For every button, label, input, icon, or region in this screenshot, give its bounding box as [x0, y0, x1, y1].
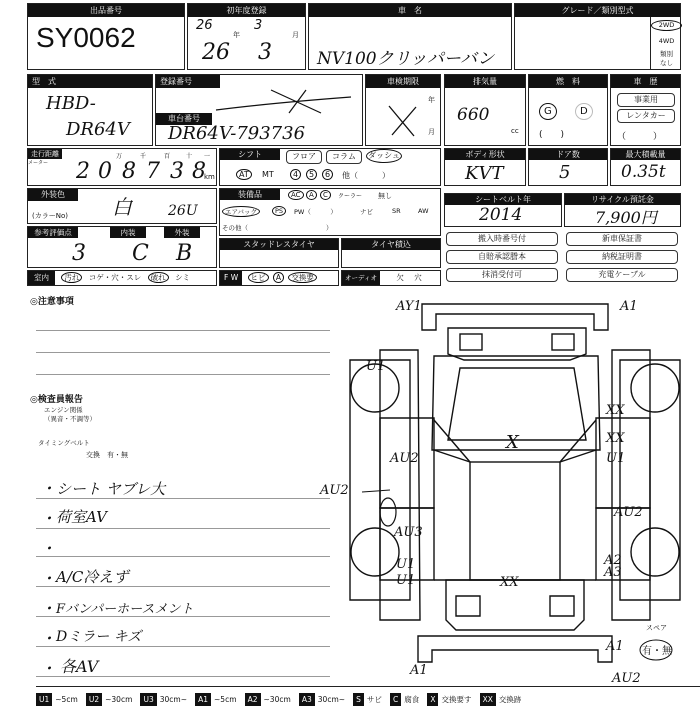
caution-line-3: [36, 374, 330, 375]
seatbelt-year: 2014: [479, 205, 523, 225]
mark-rear-center: XX: [500, 575, 519, 590]
legend-code-u3: U3: [140, 693, 156, 706]
note-5: Fバンパーホースメント: [56, 602, 194, 617]
doc-tax: 納税証明書: [566, 250, 678, 264]
car-damage-diagram: [320, 290, 690, 690]
mileage-digit-4: 7: [146, 159, 160, 184]
legend-text-u3: 30cm~: [159, 695, 188, 704]
mark-left-slide: AU3: [394, 525, 423, 540]
note-7: 各AV: [60, 657, 99, 676]
unit-sen: 千: [140, 153, 147, 160]
history-rental: レンタカー: [617, 109, 675, 123]
doc-cancel: 抹消受付可: [446, 268, 558, 282]
displacement-label: 排気量: [445, 75, 525, 88]
meter-label: メーター: [28, 160, 49, 166]
seatbelt-box: [444, 193, 562, 227]
cond-dirt: 汚れ: [61, 272, 82, 283]
trans-5: 5: [306, 169, 317, 180]
interior-value: C: [132, 241, 149, 266]
inspection-strike-mark: [384, 101, 424, 141]
history-other: （ ）: [617, 132, 663, 142]
displacement-value: 660: [457, 105, 490, 125]
shift-column: コラム: [326, 150, 362, 164]
doc-plate: 搬入時番号付: [446, 232, 558, 246]
interior-cond-label: 室内: [28, 271, 55, 285]
legend-text-u2: ~30cm: [105, 695, 133, 704]
mark-left-rear-1: U1: [396, 557, 416, 572]
interior-condition-bar: [27, 270, 217, 286]
drive-2wd: 2WD: [651, 20, 682, 31]
inspector-title: ◎検査員報告: [30, 395, 83, 405]
equip-aw: AW: [418, 207, 429, 215]
km-unit: km: [204, 173, 215, 181]
first-reg-hw-month: 3: [258, 40, 272, 65]
mark-rear-bumper: AU2: [612, 671, 641, 686]
equip-ps: PS: [272, 206, 286, 216]
insp-year-unit: 年: [428, 96, 435, 104]
mileage-digit-2: 0: [98, 159, 112, 184]
shift-box: [219, 148, 441, 186]
fuel-label: 燃 料: [529, 75, 607, 88]
legend-text-x: 交換要す: [441, 695, 472, 704]
equip-none: 無し: [378, 192, 392, 200]
equip-label: 装備品: [220, 189, 280, 200]
mark-windshield: X: [506, 432, 519, 453]
legend-code-u1: U1: [36, 693, 52, 706]
fuel-box: [528, 74, 608, 146]
color-box: [27, 188, 217, 224]
equip-sr: SR: [392, 207, 401, 215]
grade-label: グレード／類別型式: [515, 4, 680, 17]
equip-a: A: [306, 190, 317, 200]
trans-6: 6: [322, 169, 333, 180]
body-label: ボディ形状: [445, 149, 525, 160]
note-4: A/C冷えず: [56, 568, 129, 586]
note-dot-6: ・: [40, 629, 57, 648]
caution-line-1: [36, 330, 330, 331]
recycle-label: リサイクル預託金: [565, 194, 680, 205]
trans-at: AT: [236, 169, 252, 180]
mark-right-front-2: XX: [606, 431, 625, 446]
fw-a: A: [273, 272, 284, 283]
month-unit: 月: [292, 31, 299, 39]
damage-legend: [36, 686, 700, 704]
legend-code-a1: A1: [195, 693, 211, 706]
timing-label: タイミングベルト: [38, 439, 90, 447]
doc-warranty: 新車保証書: [566, 232, 678, 246]
mileage-digit-5: 3: [170, 159, 184, 184]
displacement-box: [444, 74, 526, 146]
legend-code-x: X: [427, 693, 438, 706]
model-box: [27, 74, 153, 146]
grade-box: [514, 3, 681, 70]
model-line1: HBD-: [46, 93, 96, 114]
dent-circle-mark: [380, 498, 396, 526]
first-reg-print-month: 3: [254, 18, 263, 33]
doc-charger: 充電ケーブル: [566, 268, 678, 282]
legend-text-u1: ~5cm: [55, 695, 78, 704]
interior-label: 内装: [110, 227, 146, 238]
car-name-label: 車 名: [309, 4, 511, 17]
equip-navi: ナビ: [360, 208, 373, 216]
spare-label: スペア: [646, 624, 667, 632]
inspection-box: [365, 74, 441, 146]
equipment-box: [219, 188, 441, 236]
lot-label: 出品番号: [28, 4, 184, 17]
audio-hole: 穴: [414, 273, 422, 282]
note-line-2: [36, 528, 330, 529]
model-label: 型 式: [28, 75, 152, 88]
cond-burn: コゲ・穴・スレ: [88, 273, 142, 282]
first-reg-print-year: 26: [196, 18, 213, 33]
studless-box: [219, 238, 339, 268]
mark-right-door: AU2: [614, 505, 643, 520]
mark-rear-left: A1: [410, 663, 428, 678]
studless-label: スタッドレスタイヤ: [220, 239, 338, 250]
color-no-label: (カラーNo): [32, 212, 68, 220]
note-2: 荷室AV: [56, 508, 107, 526]
fuel-diesel: D: [575, 103, 593, 120]
mark-right-front-3: U1: [606, 451, 626, 466]
mark-right-slide: A2: [604, 553, 622, 568]
mark-left-outer: AU2: [320, 483, 349, 498]
legend-code-s: S: [353, 693, 364, 706]
mark-right-front-1: XX: [606, 403, 625, 418]
dent-arrow: [362, 490, 390, 492]
audio-bar: [341, 270, 441, 286]
equip-ac: AC: [288, 190, 304, 200]
trans-4: 4: [290, 169, 301, 180]
doors-box: [528, 148, 608, 186]
equip-cooler: クーラー: [338, 193, 363, 200]
legend-code-u2: U2: [86, 693, 102, 706]
fw-replace: 交換要: [288, 272, 317, 283]
legend-text-a3: 30cm~: [317, 695, 346, 704]
cond-stain: シミ: [175, 273, 191, 282]
note-dot-4: ・: [40, 569, 57, 588]
mark-left-mirror: U1: [366, 359, 386, 374]
mark-left-rear-2: U1: [396, 573, 416, 588]
note-6: Dミラー キズ: [56, 629, 142, 645]
note-dot-7: ・: [40, 659, 57, 678]
drive-column: [650, 17, 682, 70]
engine-label: エンジン関係 （異音・不調等）: [44, 406, 96, 423]
lot-number: SY0062: [36, 22, 136, 53]
seatbelt-label: シートベルト年: [445, 194, 561, 205]
car-name: NV100クリッパーバン: [317, 49, 495, 69]
trans-mt: MT: [262, 170, 274, 179]
equip-other: その他（ ）: [222, 224, 333, 232]
doors-value: 5: [559, 162, 571, 183]
fuel-gasoline: G: [539, 103, 557, 120]
cc-unit: cc: [511, 127, 519, 135]
mark-front-right: A1: [620, 299, 638, 314]
mark-front-left: AY1: [396, 299, 422, 314]
mileage-digit-1: 2: [76, 159, 90, 184]
cond-tear: 破れ: [148, 272, 169, 283]
load-value: 0.35t: [621, 162, 666, 182]
note-line-6: [36, 646, 330, 647]
color-number: 26U: [168, 203, 198, 219]
chassis-number: DR64V-793736: [168, 123, 306, 144]
history-business: 事業用: [617, 93, 675, 107]
reg-no-label: 登録番号: [156, 75, 220, 88]
audio-label: オーディオ: [342, 271, 380, 285]
caution-line-2: [36, 352, 330, 353]
shift-label: シフト: [220, 149, 280, 160]
shift-dash: ダッシュ: [366, 149, 402, 163]
legend-text-xx: 交換跡: [498, 695, 522, 704]
caution-title: ◎注意事項: [30, 297, 74, 307]
inspection-label: 車検期限: [366, 75, 440, 88]
body-type: KVT: [465, 163, 504, 184]
load-label: 最大積載量: [611, 149, 680, 160]
fw-label: F W: [220, 271, 242, 285]
load-box: [610, 148, 681, 186]
legend-text-s: サビ: [366, 695, 382, 704]
legend-code-a3: A3: [299, 693, 315, 706]
equip-airbag: エアバッグ: [222, 206, 260, 217]
note-line-3: [36, 556, 330, 557]
fw-bar: [219, 270, 339, 286]
first-reg-hw-year: 26: [202, 40, 230, 65]
fuel-other: ( ): [539, 130, 565, 140]
mark-rear-right: A1: [606, 639, 624, 654]
exterior-value: B: [176, 241, 193, 266]
legend-text-a2: ~30cm: [263, 695, 291, 704]
recycle-amount: 7,900円: [595, 208, 657, 227]
drive-none: 類別 なし: [660, 50, 673, 67]
history-box: [610, 74, 681, 146]
unit-man: 万: [116, 153, 123, 160]
note-dot-2: ・: [40, 509, 57, 528]
equip-pw: PW（ ）: [294, 208, 337, 216]
history-label: 車 歴: [611, 75, 680, 88]
equip-c: C: [320, 190, 331, 200]
trans-other: 他（ ）: [342, 171, 390, 180]
color-label: 外装色: [28, 189, 78, 201]
mark-right-rear: A3: [604, 565, 622, 580]
color-value: 白: [112, 195, 132, 219]
exterior-label: 外装: [164, 227, 200, 238]
fw-crack: ヒビ: [248, 272, 269, 283]
recycle-box: [564, 193, 681, 227]
note-dot-3: ・: [40, 539, 57, 558]
drive-4wd: 4WD: [658, 37, 675, 45]
model-line2: DR64V: [66, 119, 130, 140]
mileage-box: [27, 148, 217, 186]
lot-box: [27, 3, 185, 70]
car-name-box: [308, 3, 512, 70]
mileage-digit-3: 8: [122, 159, 136, 184]
shift-floor: フロア: [286, 150, 322, 164]
mileage-digit-6: 8: [192, 159, 206, 184]
legend-code-a2: A2: [245, 693, 261, 706]
doc-insurance: 自賠承認謄本: [446, 250, 558, 264]
score-value: 3: [72, 241, 86, 266]
spare-value: 有・無: [642, 646, 672, 657]
insp-month-unit: 月: [428, 128, 435, 136]
note-dot-5: ・: [40, 599, 57, 618]
body-type-box: [444, 148, 526, 186]
first-reg-label: 初年度登録: [188, 4, 305, 17]
score-box: [27, 226, 217, 268]
reg-strike-mark: [211, 85, 361, 115]
note-dot-1: ・: [40, 479, 57, 498]
legend-text-a1: ~5cm: [214, 695, 237, 704]
tire-label: タイヤ積込: [342, 239, 440, 250]
legend-code-xx: XX: [480, 693, 496, 706]
mark-left-door: AU2: [390, 451, 419, 466]
score-label: 参考評価点: [28, 227, 78, 238]
timing-options: 交換 有・無: [86, 451, 128, 459]
first-registration-box: [187, 3, 306, 70]
chassis-label: 車台番号: [156, 113, 212, 125]
registration-box: [155, 74, 363, 146]
audio-missing: 欠: [396, 273, 404, 282]
note-1: シート ヤブレ大: [56, 480, 166, 498]
legend-code-c: C: [390, 693, 401, 706]
tire-load-box: [341, 238, 441, 268]
unit-juu: 十: [186, 153, 193, 160]
doors-label: ドア数: [529, 149, 607, 160]
unit-ichi: 一: [204, 153, 211, 160]
mileage-label: 走行距離: [28, 149, 62, 159]
unit-hyaku: 百: [164, 153, 171, 160]
legend-text-c: 腐食: [404, 695, 420, 704]
year-unit: 年: [233, 31, 240, 39]
